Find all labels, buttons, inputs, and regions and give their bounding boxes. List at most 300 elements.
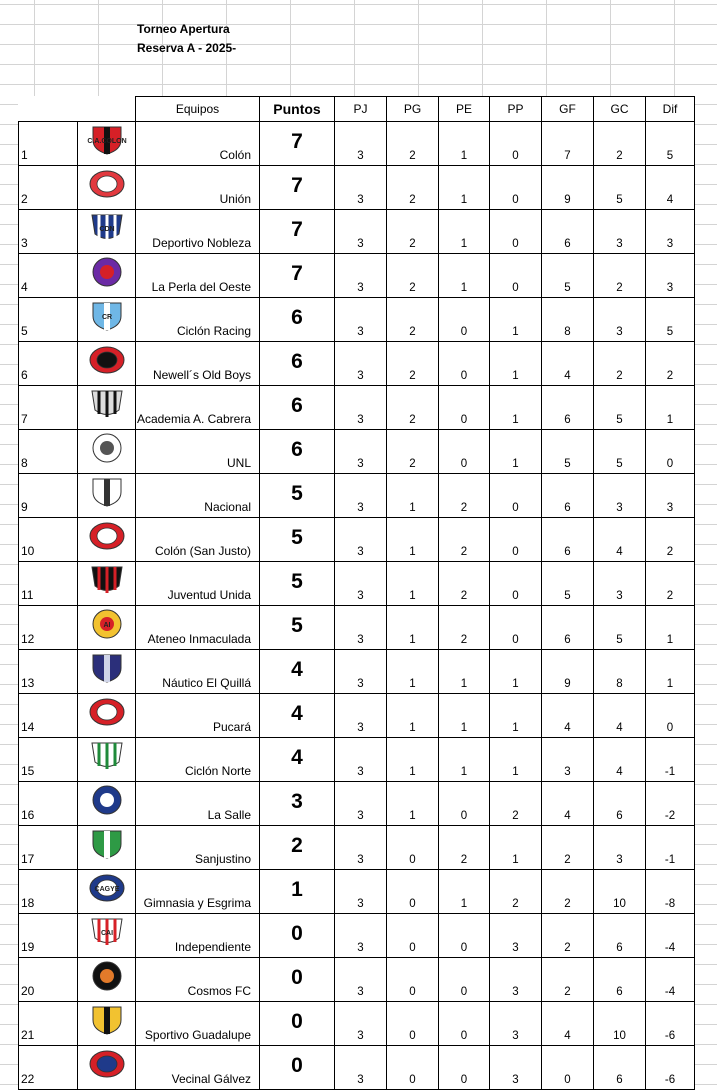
ciclon-racing-crest-icon (87, 300, 127, 332)
pg-cell: 0 (387, 826, 439, 870)
juventud-crest-icon (87, 564, 127, 596)
points-cell: 5 (260, 474, 335, 518)
gf-cell: 0 (542, 1046, 594, 1090)
pp-cell: 0 (490, 474, 542, 518)
team-name: Unión (136, 166, 260, 210)
table-row (19, 386, 695, 430)
pe-cell: 0 (439, 914, 490, 958)
gf-cell: 4 (542, 1002, 594, 1046)
position-cell: 13 (19, 650, 78, 694)
pg-cell: 0 (387, 1046, 439, 1090)
position-cell: 12 (19, 606, 78, 650)
gc-cell: 8 (594, 650, 646, 694)
points-cell: 6 (260, 430, 335, 474)
position-cell: 22 (19, 1046, 78, 1090)
pp-cell: 1 (490, 342, 542, 386)
gf-cell: 3 (542, 738, 594, 782)
gc-cell: 6 (594, 1046, 646, 1090)
pg-cell: 1 (387, 562, 439, 606)
col-header-gc: GC (594, 97, 646, 122)
gc-cell: 4 (594, 518, 646, 562)
col-header-pj: PJ (335, 97, 387, 122)
col-header-pe: PE (439, 97, 490, 122)
pg-cell: 1 (387, 650, 439, 694)
pe-cell: 2 (439, 562, 490, 606)
standings-table (18, 96, 695, 1090)
svg-text:CAGYE: CAGYE (94, 886, 119, 893)
pe-cell: 1 (439, 210, 490, 254)
pg-cell: 0 (387, 914, 439, 958)
points-cell: 7 (260, 254, 335, 298)
position-cell: 1 (19, 122, 78, 166)
pg-cell: 1 (387, 782, 439, 826)
table-row (19, 870, 695, 914)
logo-cell (78, 650, 136, 694)
gc-cell: 6 (594, 958, 646, 1002)
table-row (19, 254, 695, 298)
table-row (19, 958, 695, 1002)
position-cell: 3 (19, 210, 78, 254)
dif-cell: -1 (646, 738, 695, 782)
position-cell: 9 (19, 474, 78, 518)
position-cell: 8 (19, 430, 78, 474)
team-name: Colón (136, 122, 260, 166)
table-row (19, 1046, 695, 1090)
header-blank-logo (78, 97, 136, 122)
points-cell: 4 (260, 650, 335, 694)
pj-cell: 3 (335, 166, 387, 210)
gf-cell: 8 (542, 298, 594, 342)
dif-cell: 3 (646, 210, 695, 254)
points-cell: 6 (260, 386, 335, 430)
gc-cell: 2 (594, 122, 646, 166)
pp-cell: 1 (490, 430, 542, 474)
team-name: Deportivo Nobleza (136, 210, 260, 254)
gf-cell: 5 (542, 562, 594, 606)
pe-cell: 1 (439, 254, 490, 298)
pj-cell: 3 (335, 606, 387, 650)
position-cell: 18 (19, 870, 78, 914)
pg-cell: 2 (387, 342, 439, 386)
pe-cell: 0 (439, 342, 490, 386)
pj-cell: 3 (335, 430, 387, 474)
team-name: Vecinal Gálvez (136, 1046, 260, 1090)
gf-cell: 4 (542, 342, 594, 386)
ateneo-crest-icon (87, 608, 127, 640)
team-name: Juventud Unida (136, 562, 260, 606)
pj-cell: 3 (335, 782, 387, 826)
points-cell: 0 (260, 1046, 335, 1090)
points-cell: 0 (260, 914, 335, 958)
pe-cell: 0 (439, 430, 490, 474)
gc-cell: 3 (594, 210, 646, 254)
position-cell: 7 (19, 386, 78, 430)
col-header-pp: PP (490, 97, 542, 122)
unl-crest-icon (87, 432, 127, 464)
logo-cell (78, 914, 136, 958)
pj-cell: 3 (335, 694, 387, 738)
gf-cell: 6 (542, 386, 594, 430)
position-cell: 15 (19, 738, 78, 782)
position-cell: 6 (19, 342, 78, 386)
pe-cell: 2 (439, 518, 490, 562)
pp-cell: 3 (490, 958, 542, 1002)
pg-cell: 2 (387, 166, 439, 210)
gc-cell: 5 (594, 166, 646, 210)
gc-cell: 4 (594, 694, 646, 738)
logo-cell (78, 606, 136, 650)
pg-cell: 0 (387, 958, 439, 1002)
pg-cell: 1 (387, 606, 439, 650)
gc-cell: 3 (594, 474, 646, 518)
pe-cell: 0 (439, 386, 490, 430)
dif-cell: -6 (646, 1002, 695, 1046)
team-name: La Salle (136, 782, 260, 826)
logo-cell (78, 210, 136, 254)
logo-cell (78, 122, 136, 166)
gc-cell: 3 (594, 562, 646, 606)
pj-cell: 3 (335, 518, 387, 562)
svg-text:CR: CR (101, 314, 112, 321)
gc-cell: 5 (594, 430, 646, 474)
pe-cell: 1 (439, 650, 490, 694)
team-name: Nacional (136, 474, 260, 518)
pp-cell: 3 (490, 1046, 542, 1090)
gf-cell: 6 (542, 474, 594, 518)
dif-cell: -6 (646, 1046, 695, 1090)
pe-cell: 0 (439, 1002, 490, 1046)
pp-cell: 1 (490, 738, 542, 782)
logo-cell (78, 782, 136, 826)
position-cell: 5 (19, 298, 78, 342)
table-row (19, 518, 695, 562)
position-cell: 17 (19, 826, 78, 870)
position-cell: 10 (19, 518, 78, 562)
pe-cell: 2 (439, 474, 490, 518)
dif-cell: -4 (646, 958, 695, 1002)
points-cell: 0 (260, 958, 335, 1002)
gc-cell: 2 (594, 342, 646, 386)
pe-cell: 1 (439, 870, 490, 914)
gf-cell: 2 (542, 958, 594, 1002)
table-row (19, 650, 695, 694)
points-cell: 5 (260, 518, 335, 562)
pp-cell: 3 (490, 1002, 542, 1046)
pp-cell: 0 (490, 518, 542, 562)
cabrera-crest-icon (87, 388, 127, 420)
header-row (19, 97, 695, 122)
pj-cell: 3 (335, 122, 387, 166)
union-crest-icon (87, 168, 127, 200)
table-row (19, 430, 695, 474)
dif-cell: 3 (646, 474, 695, 518)
dif-cell: 4 (646, 166, 695, 210)
logo-cell (78, 386, 136, 430)
dif-cell: -1 (646, 826, 695, 870)
col-header-gf: GF (542, 97, 594, 122)
pj-cell: 3 (335, 650, 387, 694)
team-name: Gimnasia y Esgrima (136, 870, 260, 914)
logo-cell (78, 562, 136, 606)
pj-cell: 3 (335, 826, 387, 870)
gf-cell: 7 (542, 122, 594, 166)
pp-cell: 1 (490, 650, 542, 694)
team-name: Ciclón Racing (136, 298, 260, 342)
pe-cell: 0 (439, 782, 490, 826)
logo-cell (78, 474, 136, 518)
col-header-puntos: Puntos (260, 97, 335, 122)
colon-sj-crest-icon (87, 520, 127, 552)
pe-cell: 0 (439, 298, 490, 342)
gf-cell: 6 (542, 210, 594, 254)
dif-cell: -8 (646, 870, 695, 914)
team-name: Ateneo Inmaculada (136, 606, 260, 650)
points-cell: 0 (260, 1002, 335, 1046)
table-row (19, 738, 695, 782)
table-row (19, 914, 695, 958)
gf-cell: 5 (542, 430, 594, 474)
gf-cell: 6 (542, 518, 594, 562)
gc-cell: 5 (594, 606, 646, 650)
position-cell: 21 (19, 1002, 78, 1046)
team-name: Newell´s Old Boys (136, 342, 260, 386)
gc-cell: 10 (594, 1002, 646, 1046)
logo-cell (78, 694, 136, 738)
points-cell: 7 (260, 166, 335, 210)
pg-cell: 1 (387, 474, 439, 518)
logo-cell (78, 254, 136, 298)
points-cell: 7 (260, 122, 335, 166)
gf-cell: 6 (542, 606, 594, 650)
gc-cell: 3 (594, 298, 646, 342)
pe-cell: 1 (439, 738, 490, 782)
logo-cell (78, 342, 136, 386)
position-cell: 14 (19, 694, 78, 738)
nobleza-crest-icon (87, 212, 127, 244)
points-cell: 5 (260, 562, 335, 606)
dif-cell: 2 (646, 562, 695, 606)
dif-cell: 2 (646, 342, 695, 386)
gimnasia-crest-icon (87, 872, 127, 904)
table-row (19, 826, 695, 870)
pe-cell: 2 (439, 826, 490, 870)
pe-cell: 1 (439, 694, 490, 738)
table-row (19, 782, 695, 826)
tournament-title: Torneo Apertura (137, 22, 230, 36)
pp-cell: 2 (490, 782, 542, 826)
gc-cell: 10 (594, 870, 646, 914)
logo-cell (78, 166, 136, 210)
cosmos-crest-icon (87, 960, 127, 992)
gf-cell: 9 (542, 650, 594, 694)
dif-cell: 2 (646, 518, 695, 562)
dif-cell: -2 (646, 782, 695, 826)
pj-cell: 3 (335, 254, 387, 298)
team-name: La Perla del Oeste (136, 254, 260, 298)
logo-cell (78, 826, 136, 870)
pj-cell: 3 (335, 1002, 387, 1046)
newells-crest-icon (87, 344, 127, 376)
pg-cell: 0 (387, 1002, 439, 1046)
team-name: Independiente (136, 914, 260, 958)
pp-cell: 0 (490, 122, 542, 166)
sanjustino-crest-icon (87, 828, 127, 860)
dif-cell: 1 (646, 386, 695, 430)
position-cell: 4 (19, 254, 78, 298)
gc-cell: 6 (594, 782, 646, 826)
pj-cell: 3 (335, 958, 387, 1002)
vecinal-crest-icon (87, 1048, 127, 1080)
pucara-crest-icon (87, 696, 127, 728)
colon-crest-icon (87, 124, 127, 156)
svg-text:CAI: CAI (100, 930, 113, 937)
nautico-crest-icon (87, 652, 127, 684)
logo-cell (78, 738, 136, 782)
gf-cell: 4 (542, 782, 594, 826)
points-cell: 6 (260, 342, 335, 386)
pj-cell: 3 (335, 562, 387, 606)
col-header-equipos: Equipos (136, 97, 260, 122)
pe-cell: 0 (439, 958, 490, 1002)
pg-cell: 1 (387, 694, 439, 738)
team-name: UNL (136, 430, 260, 474)
dif-cell: 0 (646, 430, 695, 474)
gc-cell: 4 (594, 738, 646, 782)
svg-text:C.A.COLON: C.A.COLON (86, 138, 127, 145)
team-name: Náutico El Quillá (136, 650, 260, 694)
pp-cell: 0 (490, 166, 542, 210)
position-cell: 11 (19, 562, 78, 606)
points-cell: 4 (260, 694, 335, 738)
guadalupe-crest-icon (87, 1004, 127, 1036)
pp-cell: 1 (490, 298, 542, 342)
logo-cell (78, 298, 136, 342)
pp-cell: 0 (490, 606, 542, 650)
pe-cell: 2 (439, 606, 490, 650)
dif-cell: 1 (646, 606, 695, 650)
gf-cell: 2 (542, 826, 594, 870)
col-header-dif: Dif (646, 97, 695, 122)
gc-cell: 2 (594, 254, 646, 298)
dif-cell: 5 (646, 122, 695, 166)
points-cell: 7 (260, 210, 335, 254)
points-cell: 2 (260, 826, 335, 870)
pg-cell: 2 (387, 122, 439, 166)
dif-cell: 3 (646, 254, 695, 298)
gf-cell: 9 (542, 166, 594, 210)
points-cell: 4 (260, 738, 335, 782)
pp-cell: 3 (490, 914, 542, 958)
logo-cell (78, 958, 136, 1002)
pj-cell: 3 (335, 914, 387, 958)
table-row (19, 342, 695, 386)
pj-cell: 3 (335, 386, 387, 430)
pp-cell: 0 (490, 210, 542, 254)
table-row (19, 166, 695, 210)
pg-cell: 1 (387, 518, 439, 562)
table-row (19, 298, 695, 342)
dif-cell: 0 (646, 694, 695, 738)
points-cell: 5 (260, 606, 335, 650)
pg-cell: 2 (387, 210, 439, 254)
pe-cell: 0 (439, 1046, 490, 1090)
pj-cell: 3 (335, 738, 387, 782)
position-cell: 20 (19, 958, 78, 1002)
table-row (19, 474, 695, 518)
nacional-crest-icon (87, 476, 127, 508)
table-row (19, 562, 695, 606)
ciclon-norte-crest-icon (87, 740, 127, 772)
pp-cell: 1 (490, 386, 542, 430)
tournament-subtitle: Reserva A - 2025- (137, 41, 237, 55)
pp-cell: 1 (490, 694, 542, 738)
logo-cell (78, 430, 136, 474)
dif-cell: -4 (646, 914, 695, 958)
col-header-pg: PG (387, 97, 439, 122)
pg-cell: 2 (387, 298, 439, 342)
pj-cell: 3 (335, 870, 387, 914)
perla-crest-icon (87, 256, 127, 288)
position-cell: 2 (19, 166, 78, 210)
pp-cell: 1 (490, 826, 542, 870)
gc-cell: 5 (594, 386, 646, 430)
table-row (19, 210, 695, 254)
gf-cell: 4 (542, 694, 594, 738)
points-cell: 6 (260, 298, 335, 342)
pg-cell: 2 (387, 254, 439, 298)
gf-cell: 2 (542, 914, 594, 958)
header-blank-pos (19, 97, 78, 122)
pp-cell: 2 (490, 870, 542, 914)
pp-cell: 0 (490, 562, 542, 606)
gf-cell: 2 (542, 870, 594, 914)
gc-cell: 3 (594, 826, 646, 870)
logo-cell (78, 518, 136, 562)
points-cell: 1 (260, 870, 335, 914)
team-name: Pucará (136, 694, 260, 738)
team-name: Ciclón Norte (136, 738, 260, 782)
team-name: Academia A. Cabrera (136, 386, 260, 430)
team-name: Sportivo Guadalupe (136, 1002, 260, 1046)
team-name: Colón (San Justo) (136, 518, 260, 562)
team-name: Sanjustino (136, 826, 260, 870)
gc-cell: 6 (594, 914, 646, 958)
table-row (19, 606, 695, 650)
pg-cell: 2 (387, 386, 439, 430)
pj-cell: 3 (335, 298, 387, 342)
pj-cell: 3 (335, 474, 387, 518)
table-row (19, 122, 695, 166)
team-name: Cosmos FC (136, 958, 260, 1002)
pe-cell: 1 (439, 122, 490, 166)
logo-cell (78, 870, 136, 914)
logo-cell (78, 1046, 136, 1090)
gf-cell: 5 (542, 254, 594, 298)
pg-cell: 0 (387, 870, 439, 914)
la-salle-crest-icon (87, 784, 127, 816)
independiente-crest-icon (87, 916, 127, 948)
table-row (19, 694, 695, 738)
svg-text:AI: AI (103, 622, 110, 629)
position-cell: 19 (19, 914, 78, 958)
position-cell: 16 (19, 782, 78, 826)
pg-cell: 1 (387, 738, 439, 782)
pg-cell: 2 (387, 430, 439, 474)
pj-cell: 3 (335, 210, 387, 254)
svg-text:CDN: CDN (98, 226, 115, 233)
pj-cell: 3 (335, 342, 387, 386)
points-cell: 3 (260, 782, 335, 826)
